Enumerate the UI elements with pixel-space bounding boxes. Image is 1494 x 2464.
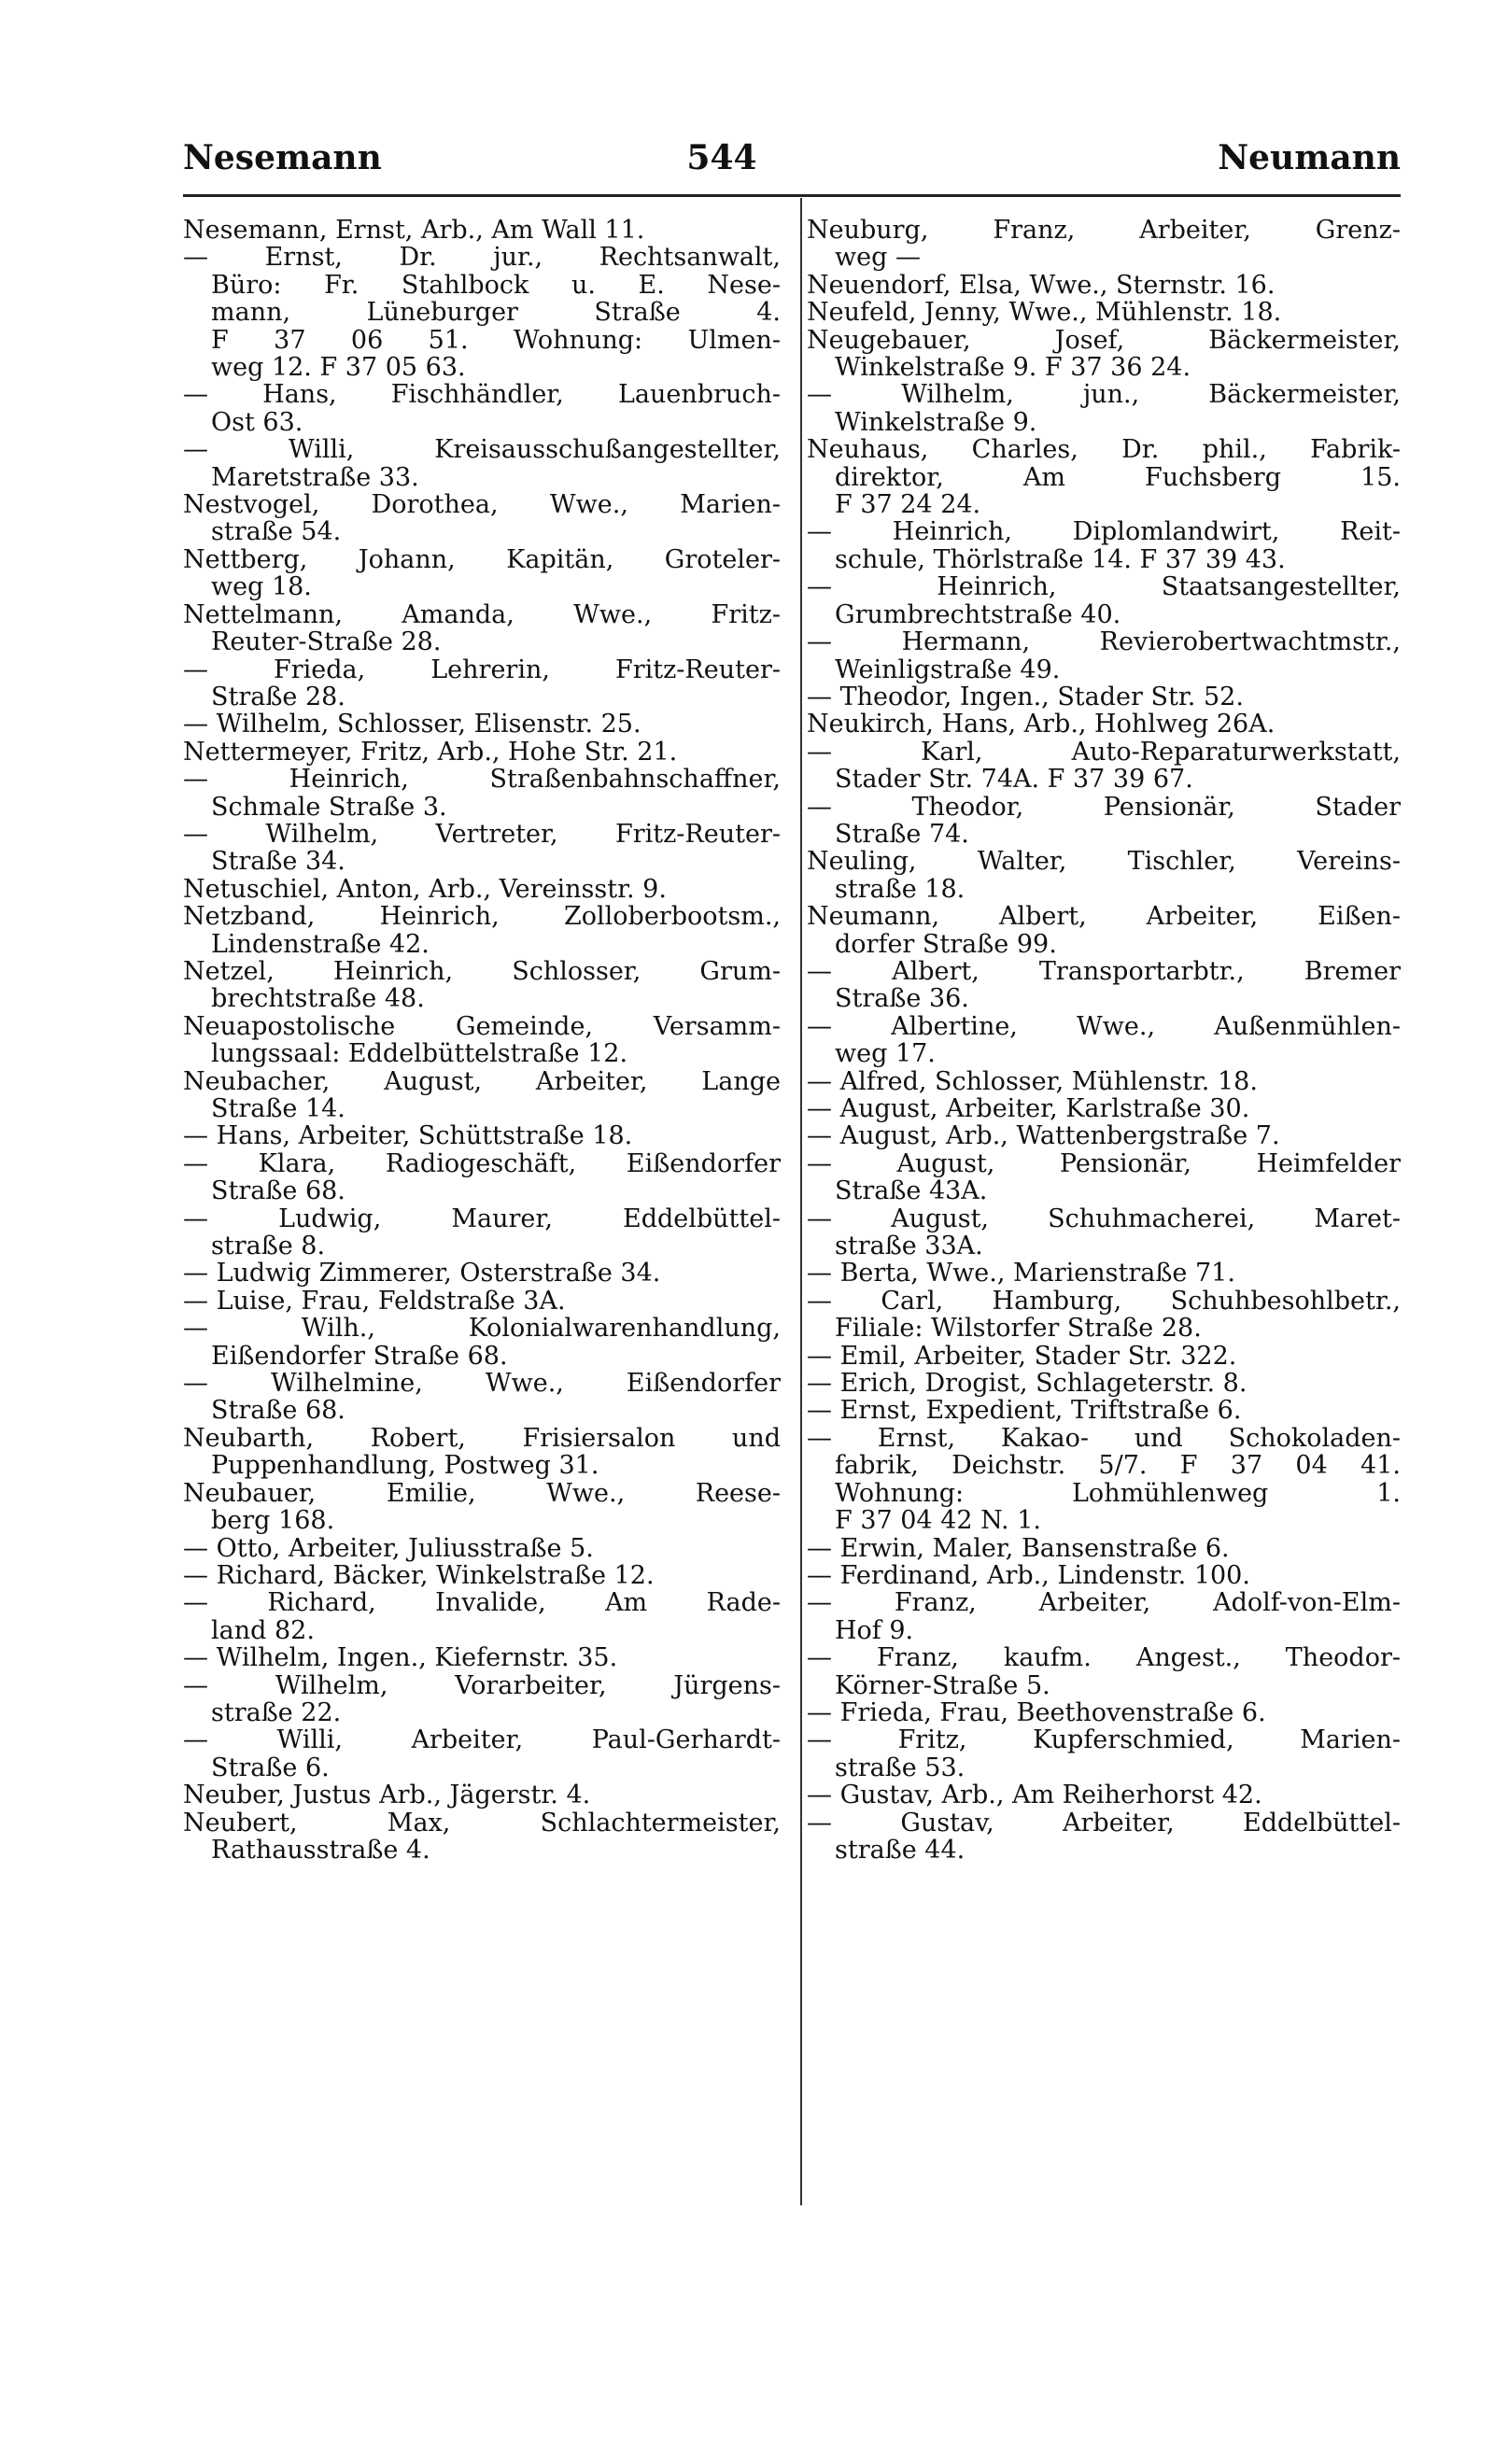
- entry-line: — Richard, Bäcker, Winkelstraße 12.: [183, 1561, 655, 1590]
- entry-line: — Hermann, Revierobertwachtmstr.,: [807, 628, 1401, 656]
- entry-line: — Ludwig Zimmerer, Osterstraße 34.: [183, 1260, 661, 1288]
- entry-line: — Heinrich, Straßenbahnschaffner,: [183, 766, 781, 794]
- entry-line: F 37 04 42 N. 1.: [835, 1507, 1041, 1535]
- entry-line: direktor, Am Fuchsberg 15.: [835, 463, 1401, 492]
- entry-line: Neubarth, Robert, Frisiersalon und: [183, 1424, 781, 1453]
- entry-line: weg 17.: [835, 1040, 936, 1068]
- entry-line: — Richard, Invalide, Am Rade-: [183, 1589, 781, 1617]
- directory-entry: [183, 1205, 781, 1260]
- entry-line: Neuburg, Franz, Arbeiter, Grenz-: [807, 217, 1401, 245]
- entry-line: Neugebauer, Josef, Bäckermeister,: [807, 326, 1401, 355]
- entry-line: land 82.: [211, 1616, 315, 1645]
- entry-line: — Wilhelm, Vertreter, Fritz-Reuter-: [183, 820, 781, 849]
- directory-entry: [183, 491, 781, 546]
- entry-line: — Franz, kaufm. Angest., Theodor-: [807, 1644, 1401, 1672]
- entry-line: — Ernst, Kakao- und Schokoladen-: [807, 1424, 1401, 1453]
- entry-line: Büro: Fr. Stahlbock u. E. Nese-: [211, 271, 781, 300]
- directory-entry: [807, 711, 1401, 738]
- entry-line: — Emil, Arbeiter, Stader Str. 322.: [807, 1342, 1237, 1371]
- directory-entry: [183, 1370, 781, 1425]
- directory-entry: [807, 1370, 1401, 1397]
- right-column: [807, 217, 1401, 1864]
- directory-entry: [183, 1562, 781, 1589]
- directory-entry: [807, 903, 1401, 958]
- entry-line: Winkelstraße 9. F 37 36 24.: [835, 354, 1191, 382]
- entry-line: — Willi, Kreisausschußangestellter,: [183, 436, 781, 464]
- entry-line: Straße 74.: [835, 820, 969, 849]
- directory-entry: [183, 1260, 781, 1287]
- directory-entry: [807, 1068, 1401, 1095]
- directory-entry: [183, 903, 781, 958]
- entry-line: Straße 68.: [211, 1397, 345, 1425]
- entry-line: — August, Arbeiter, Karlstraße 30.: [807, 1095, 1250, 1123]
- directory-entry: [183, 1672, 781, 1727]
- entry-line: — Gustav, Arbeiter, Eddelbüttel-: [807, 1809, 1401, 1837]
- directory-entry: [183, 1535, 781, 1562]
- entry-line: Nettberg, Johann, Kapitän, Groteler-: [183, 545, 781, 574]
- directory-entry: [183, 711, 781, 738]
- entry-line: straße 22.: [211, 1698, 342, 1727]
- entry-line: — Karl, Auto-Reparaturwerkstatt,: [807, 738, 1401, 767]
- entry-line: straße 53.: [835, 1753, 965, 1782]
- entry-line: — August, Pensionär, Heimfelder: [807, 1149, 1401, 1178]
- directory-entry: [183, 1288, 781, 1315]
- directory-entry: [183, 1150, 781, 1205]
- entry-line: — Hans, Arbeiter, Schüttstraße 18.: [183, 1122, 633, 1150]
- entry-line: — Frieda, Frau, Beethovenstraße 6.: [807, 1698, 1266, 1727]
- directory-entry: [183, 1315, 781, 1370]
- directory-entry: [183, 1809, 781, 1865]
- entry-line: — Heinrich, Diplomlandwirt, Reit-: [807, 518, 1401, 546]
- entry-line: — Erich, Drogist, Schlageterstr. 8.: [807, 1370, 1247, 1398]
- directory-entry: [183, 876, 781, 903]
- directory-entry: [807, 1699, 1401, 1726]
- directory-entry: [183, 244, 781, 381]
- directory-entry: [183, 958, 781, 1013]
- entry-line: Nestvogel, Dorothea, Wwe., Marien-: [183, 491, 781, 519]
- directory-entry: [807, 848, 1401, 903]
- directory-entry: [807, 272, 1401, 299]
- directory-entry: [807, 1288, 1401, 1343]
- entry-line: — Luise, Frau, Feldstraße 3A.: [183, 1287, 566, 1316]
- directory-entry: [183, 766, 781, 821]
- entry-line: Neuhaus, Charles, Dr. phil., Fabrik-: [807, 436, 1401, 464]
- directory-entry: [807, 436, 1401, 518]
- entry-line: F 37 24 24.: [835, 491, 981, 519]
- directory-entry: [807, 628, 1401, 683]
- left-column: [183, 217, 781, 1864]
- directory-entry: [183, 546, 781, 601]
- entry-line: Neuapostolische Gemeinde, Versamm-: [183, 1012, 781, 1041]
- directory-entry: [807, 518, 1401, 573]
- directory-entry: [183, 1013, 781, 1068]
- entry-line: Ost 63.: [211, 408, 303, 437]
- entry-line: berg 168.: [211, 1507, 335, 1535]
- header-first-name: Nesemann: [183, 138, 382, 177]
- directory-entry: [183, 1122, 781, 1149]
- entry-line: — Willi, Arbeiter, Paul-Gerhardt-: [183, 1726, 781, 1754]
- entry-line: Hof 9.: [835, 1616, 914, 1645]
- directory-entry: [183, 821, 781, 876]
- entry-line: — Erwin, Maler, Bansenstraße 6.: [807, 1534, 1230, 1562]
- entry-line: Neukirch, Hans, Arb., Hohlweg 26A.: [807, 711, 1276, 739]
- entry-line: straße 18.: [835, 875, 965, 904]
- entry-line: Rathausstraße 4.: [211, 1836, 430, 1865]
- entry-line: fabrik, Deichstr. 5/7. F 37 04 41.: [835, 1452, 1401, 1480]
- entry-line: — Carl, Hamburg, Schuhbesohlbetr.,: [807, 1287, 1401, 1316]
- directory-entry: [183, 217, 781, 244]
- entry-line: — Heinrich, Staatsangestellter,: [807, 573, 1401, 601]
- entry-line: weg —: [835, 244, 921, 272]
- entry-line: Neufeld, Jenny, Wwe., Mühlenstr. 18.: [807, 299, 1282, 327]
- entry-line: F 37 06 51. Wohnung: Ulmen-: [211, 326, 781, 355]
- entry-line: — Theodor, Pensionär, Stader: [807, 793, 1401, 821]
- entry-line: Neuendorf, Elsa, Wwe., Sternstr. 16.: [807, 271, 1276, 300]
- entry-line: Nesemann, Ernst, Arb., Am Wall 11.: [183, 217, 645, 245]
- directory-entry: [807, 1122, 1401, 1149]
- entry-line: — Gustav, Arb., Am Reiherhorst 42.: [807, 1781, 1262, 1809]
- entry-line: Neumann, Albert, Arbeiter, Eißen-: [807, 903, 1401, 931]
- directory-entry: [183, 1781, 781, 1809]
- header-last-name: Neumann: [1218, 138, 1401, 177]
- entry-line: schule, Thörlstraße 14. F 37 39 43.: [835, 545, 1286, 574]
- entry-line: straße 54.: [211, 518, 342, 546]
- entry-line: — Wilhelm, Schlosser, Elisenstr. 25.: [183, 711, 641, 739]
- entry-line: — Wilhelm, jun., Bäckermeister,: [807, 381, 1401, 409]
- entry-line: Maretstraße 33.: [211, 463, 419, 492]
- entry-line: — Albertine, Wwe., Außenmühlen-: [807, 1012, 1401, 1041]
- entry-line: Stader Str. 74A. F 37 39 67.: [835, 766, 1193, 794]
- entry-line: straße 33A.: [835, 1232, 983, 1260]
- entry-line: — Frieda, Lehrerin, Fritz-Reuter-: [183, 655, 781, 683]
- directory-entry: [807, 1425, 1401, 1535]
- directory-entry: [183, 1644, 781, 1671]
- directory-entry: [183, 601, 781, 656]
- directory-entry: [807, 1095, 1401, 1122]
- directory-entry: [807, 1562, 1401, 1589]
- entry-line: — Ernst, Dr. jur., Rechtsanwalt,: [183, 244, 781, 272]
- header-rule: [183, 194, 1401, 197]
- directory-entry: [183, 1068, 781, 1123]
- entry-line: Straße 43A.: [835, 1177, 988, 1205]
- entry-line: — Franz, Arbeiter, Adolf-von-Elm-: [807, 1589, 1401, 1617]
- entry-line: Straße 28.: [211, 683, 345, 711]
- entry-line: Wohnung: Lohmühlenweg 1.: [835, 1479, 1401, 1508]
- entry-line: straße 44.: [835, 1836, 965, 1865]
- entry-line: weg 12. F 37 05 63.: [211, 354, 466, 382]
- entry-line: — Wilhelmine, Wwe., Eißendorfer: [183, 1370, 781, 1398]
- directory-entry: [807, 1809, 1401, 1865]
- entry-line: Weinligstraße 49.: [835, 655, 1061, 683]
- entry-line: — Klara, Radiogeschäft, Eißendorfer: [183, 1149, 781, 1178]
- entry-line: Grumbrechtstraße 40.: [835, 600, 1121, 629]
- entry-line: Eißendorfer Straße 68.: [211, 1342, 508, 1371]
- entry-line: — Ludwig, Maurer, Eddelbüttel-: [183, 1204, 781, 1233]
- directory-entry: [807, 1260, 1401, 1287]
- entry-line: Neuber, Justus Arb., Jägerstr. 4.: [183, 1781, 591, 1809]
- directory-entry: [807, 1205, 1401, 1260]
- directory-entry: [807, 794, 1401, 849]
- entry-line: — Theodor, Ingen., Stader Str. 52.: [807, 683, 1244, 711]
- directory-entry: [807, 327, 1401, 382]
- entry-line: dorfer Straße 99.: [835, 930, 1057, 958]
- entry-line: weg 18.: [211, 573, 312, 601]
- directory-entry: [807, 1726, 1401, 1781]
- entry-line: — Otto, Arbeiter, Juliusstraße 5.: [183, 1534, 594, 1562]
- directory-entry: [183, 739, 781, 766]
- directory-entry: [807, 1397, 1401, 1424]
- entry-line: Straße 68.: [211, 1177, 345, 1205]
- directory-entry: [807, 1150, 1401, 1205]
- directory-entry: [807, 573, 1401, 628]
- entry-line: Netzel, Heinrich, Schlosser, Grum-: [183, 957, 781, 986]
- directory-entry: [807, 1644, 1401, 1699]
- entry-line: mann, Lüneburger Straße 4.: [211, 299, 781, 327]
- entry-line: — Wilhelm, Ingen., Kiefernstr. 35.: [183, 1644, 618, 1672]
- entry-line: Netuschiel, Anton, Arb., Vereinsstr. 9.: [183, 875, 667, 904]
- directory-entry: [807, 958, 1401, 1013]
- directory-entry: [807, 1535, 1401, 1562]
- directory-entry: [807, 1343, 1401, 1370]
- entry-line: Nettermeyer, Fritz, Arb., Hohe Str. 21.: [183, 738, 678, 767]
- directory-entry: [183, 436, 781, 491]
- entry-line: Filiale: Wilstorfer Straße 28.: [835, 1315, 1202, 1343]
- page-header: [183, 138, 1401, 194]
- entry-line: straße 8.: [211, 1232, 326, 1260]
- entry-line: Straße 14.: [211, 1095, 345, 1123]
- directory-entry: [807, 1013, 1401, 1068]
- directory-entry: [807, 217, 1401, 272]
- directory-entry: [183, 1726, 781, 1781]
- entry-line: Straße 36.: [835, 985, 969, 1013]
- directory-entry: [183, 1425, 781, 1480]
- entry-line: Neuling, Walter, Tischler, Vereins-: [807, 848, 1401, 876]
- entry-line: brechtstraße 48.: [211, 985, 425, 1013]
- entry-line: Nettelmann, Amanda, Wwe., Fritz-: [183, 600, 781, 629]
- directory-entry: [807, 1781, 1401, 1809]
- entry-line: Neubacher, August, Arbeiter, Lange: [183, 1067, 781, 1095]
- entry-line: — Berta, Wwe., Marienstraße 71.: [807, 1260, 1235, 1288]
- entry-line: Lindenstraße 42.: [211, 930, 430, 958]
- directory-entry: [183, 1480, 781, 1535]
- directory-entry: [807, 739, 1401, 794]
- entry-line: — Ferdinand, Arb., Lindenstr. 100.: [807, 1561, 1250, 1590]
- entry-line: Puppenhandlung, Postweg 31.: [211, 1452, 599, 1480]
- directory-entry: [183, 656, 781, 711]
- entry-line: Straße 6.: [211, 1753, 330, 1782]
- entry-line: — Alfred, Schlosser, Mühlenstr. 18.: [807, 1067, 1258, 1095]
- entry-line: — August, Arb., Wattenbergstraße 7.: [807, 1122, 1280, 1150]
- directory-entry: [807, 683, 1401, 711]
- directory-entry: [807, 381, 1401, 436]
- directory-entry: [183, 1589, 781, 1644]
- entry-line: — Fritz, Kupferschmied, Marien-: [807, 1726, 1401, 1754]
- entry-line: Reuter-Straße 28.: [211, 628, 442, 656]
- entry-line: lungssaal: Eddelbüttelstraße 12.: [211, 1040, 628, 1068]
- entry-line: — Ernst, Expedient, Triftstraße 6.: [807, 1397, 1242, 1425]
- entry-line: — August, Schuhmacherei, Maret-: [807, 1204, 1401, 1233]
- entry-line: — Albert, Transportarbtr., Bremer: [807, 957, 1401, 986]
- entry-line: Körner-Straße 5.: [835, 1671, 1050, 1699]
- directory-entry: [807, 1589, 1401, 1644]
- page-number: 544: [686, 138, 757, 177]
- entry-line: Schmale Straße 3.: [211, 793, 447, 821]
- entry-line: — Hans, Fischhändler, Lauenbruch-: [183, 381, 781, 409]
- entry-line: Straße 34.: [211, 848, 345, 876]
- entry-line: Neubert, Max, Schlachtermeister,: [183, 1809, 781, 1837]
- entry-line: Netzband, Heinrich, Zolloberbootsm.,: [183, 903, 781, 931]
- directory-entry: [183, 381, 781, 436]
- entry-line: — Wilh., Kolonialwarenhandlung,: [183, 1315, 781, 1343]
- directory-entry: [807, 299, 1401, 326]
- entry-line: — Wilhelm, Vorarbeiter, Jürgens-: [183, 1671, 781, 1699]
- entry-line: Winkelstraße 9.: [835, 408, 1037, 437]
- entry-line: Neubauer, Emilie, Wwe., Reese-: [183, 1479, 781, 1508]
- column-divider: [800, 198, 802, 2205]
